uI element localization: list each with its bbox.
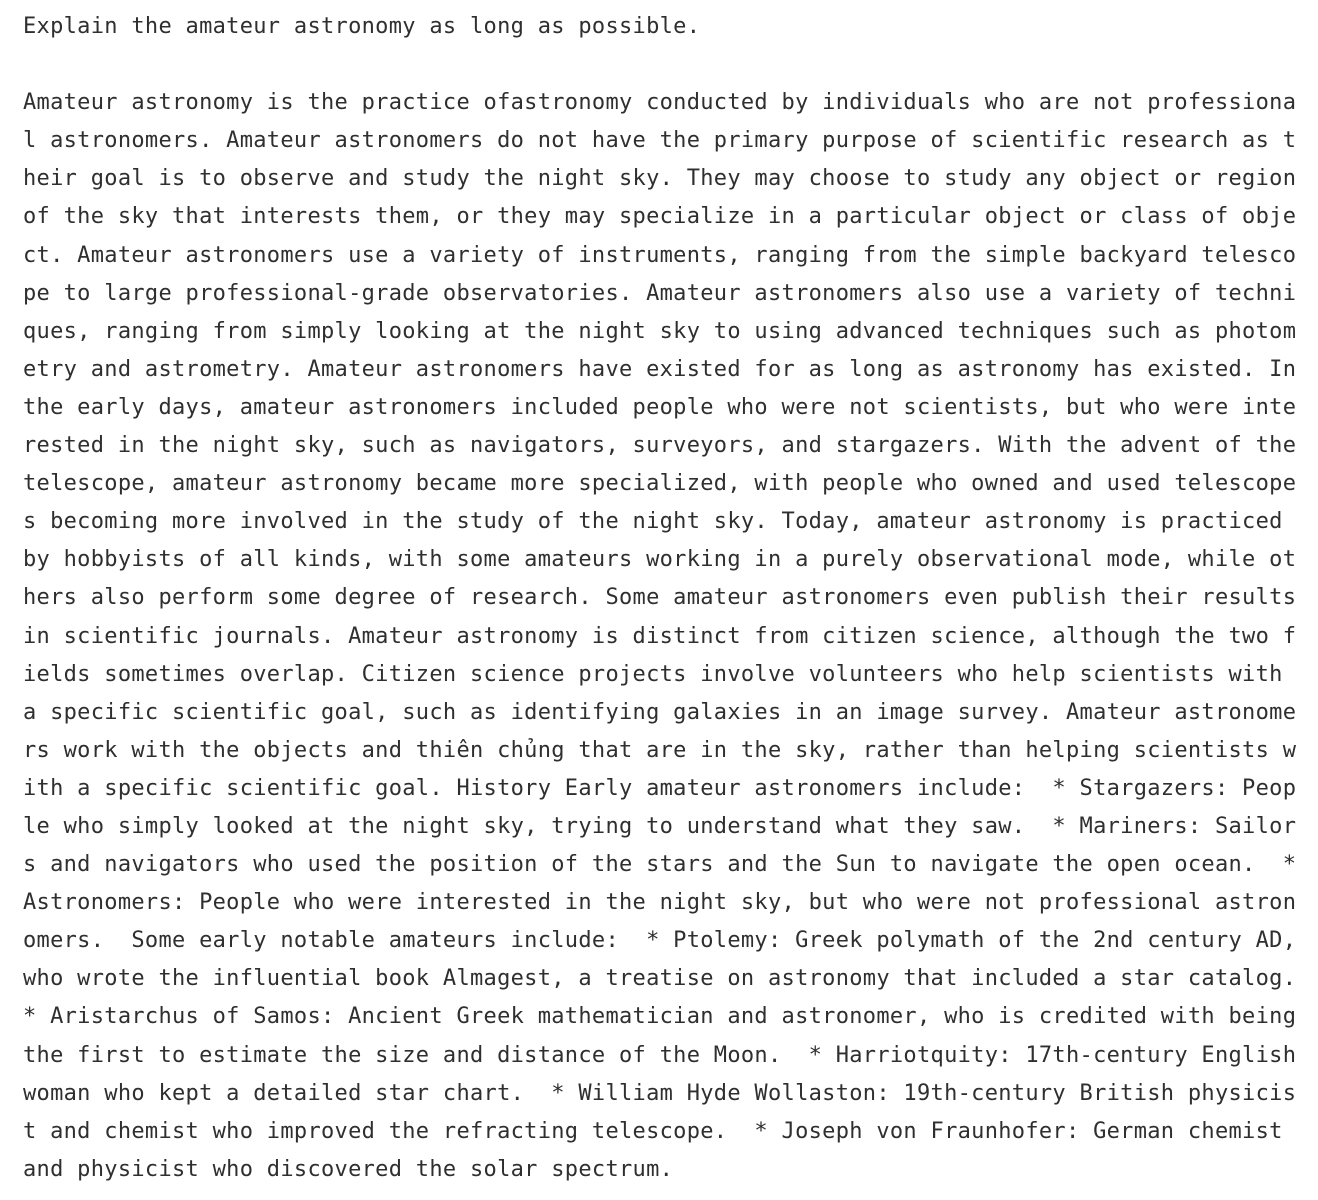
response-line: le who simply looked at the night sky, trying to understand what they saw. * Mariners: Sailor xyxy=(23,813,1297,839)
response-line: pe to large professional-grade observatories. Amateur astronomers also use a variety of techni xyxy=(23,280,1297,306)
response-line: hers also perform some degree of research. Some amateur astronomers even publish their results xyxy=(23,585,1297,611)
response-line: woman who kept a detailed star chart. * William Hyde Wollaston: 19th-century British physicis xyxy=(23,1080,1297,1106)
response-body xyxy=(23,84,1297,1189)
response-line: rested in the night sky, such as navigators, surveyors, and stargazers. With the advent of the xyxy=(23,433,1297,459)
response-line: rs work with the objects and thiên chủng that are in the sky, rather than helping scientists w xyxy=(23,737,1297,763)
response-line: of the sky that interests them, or they may specialize in a particular object or class of obje xyxy=(23,204,1297,230)
response-line: etry and astrometry. Amateur astronomers have existed for as long as astronomy has existed. In xyxy=(23,356,1297,382)
response-line: s and navigators who used the position of the stars and the Sun to navigate the open ocean. * xyxy=(23,852,1297,878)
response-line: and physicist who discovered the solar spectrum. xyxy=(23,1156,674,1182)
response-line: the first to estimate the size and distance of the Moon. * Harriotquity: 17th-century English xyxy=(23,1042,1297,1068)
response-line: Astronomers: People who were interested in the night sky, but who were not professional astron xyxy=(23,890,1297,916)
document xyxy=(23,8,1297,1189)
response-line: ith a specific scientific goal. History Early amateur astronomers include: * Stargazers: Peop xyxy=(23,775,1297,801)
blank-line xyxy=(23,46,1288,84)
response-line: a specific scientific goal, such as identifying galaxies in an image survey. Amateur astronome xyxy=(23,699,1297,725)
response-line: the early days, amateur astronomers included people who were not scientists, but who were inte xyxy=(23,394,1297,420)
response-line: s becoming more involved in the study of the night sky. Today, amateur astronomy is practiced xyxy=(23,509,1283,535)
prompt-text: Explain the amateur astronomy as long as possible. xyxy=(23,14,701,39)
response-line: ct. Amateur astronomers use a variety of instruments, ranging from the simple backyard telesco xyxy=(23,242,1297,268)
response-line: ques, ranging from simply looking at the night sky to using advanced techniques such as photom xyxy=(23,318,1297,344)
response-line: ields sometimes overlap. Citizen science projects involve volunteers who help scientists with xyxy=(23,661,1283,687)
response-line: omers. Some early notable amateurs include: * Ptolemy: Greek polymath of the 2nd century AD, xyxy=(23,928,1297,954)
response-line: heir goal is to observe and study the night sky. They may choose to study any object or region xyxy=(23,166,1297,192)
response-line: in scientific journals. Amateur astronomy is distinct from citizen science, although the two f xyxy=(23,623,1297,649)
response-line: * Aristarchus of Samos: Ancient Greek mathematician and astronomer, who is credited with being xyxy=(23,1004,1297,1030)
response-line: telescope, amateur astronomy became more specialized, with people who owned and used telescope xyxy=(23,471,1297,497)
response-line: who wrote the influential book Almagest, a treatise on astronomy that included a star catalog. xyxy=(23,966,1297,992)
response-line: Amateur astronomy is the practice ofastronomy conducted by individuals who are not professiona xyxy=(23,90,1297,116)
response-line: l astronomers. Amateur astronomers do not have the primary purpose of scientific research as t xyxy=(23,128,1297,154)
response-line: t and chemist who improved the refracting telescope. * Joseph von Fraunhofer: German chemist xyxy=(23,1118,1283,1144)
response-line: by hobbyists of all kinds, with some amateurs working in a purely observational mode, while ot xyxy=(23,547,1297,573)
